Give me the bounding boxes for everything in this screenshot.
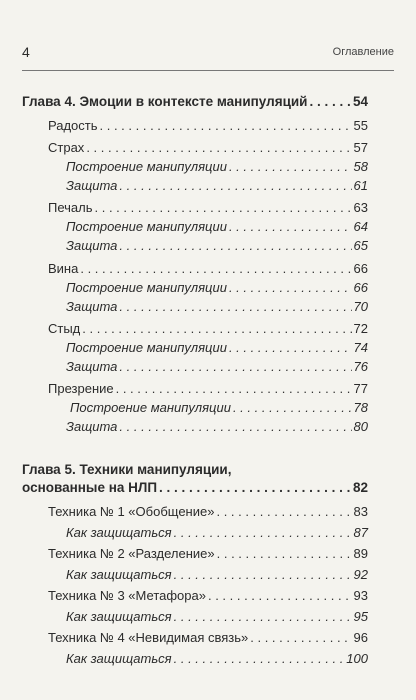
toc-subentry: Построение манипуляции . . . 74 xyxy=(66,340,368,355)
toc-chapter-5: основанные на НЛП . . . 82 xyxy=(22,480,368,495)
toc-subentry: Защита . . . 80 xyxy=(66,419,368,434)
toc-subentry: Защита . . . 61 xyxy=(66,178,368,193)
toc-subentry: Как защищаться . . . 92 xyxy=(66,567,368,582)
toc-subentry: Защита . . . 70 xyxy=(66,299,368,314)
toc-subentry: Как защищаться . . . 100 xyxy=(66,651,368,666)
toc-entry: Техника № 4 «Невидимая связь» . . . 96 xyxy=(48,630,368,645)
toc-subentry: Построение манипуляции . . . 64 xyxy=(66,219,368,234)
toc-entry: Печаль . . . 63 xyxy=(48,200,368,215)
toc-entry: Радость . . . 55 xyxy=(48,118,368,133)
toc-entry: Техника № 2 «Разделение» . . . 89 xyxy=(48,546,368,561)
toc-subentry: Построение манипуляции . . . 66 xyxy=(66,280,368,295)
toc-entry: Техника № 3 «Метафора» . . . 93 xyxy=(48,588,368,603)
toc-chapter-4: Глава 4. Эмоции в контексте манипуляций . . . 54 xyxy=(22,94,368,109)
running-title: Оглавление xyxy=(332,46,394,58)
toc-subentry: Построение манипуляции . . . 58 xyxy=(66,159,368,174)
toc-entry: Вина . . . 66 xyxy=(48,261,368,276)
toc-chapter-5-line1: Глава 5. Техники манипуляции, xyxy=(22,462,232,477)
toc-subentry: Как защищаться . . . 95 xyxy=(66,609,368,624)
toc-entry: Стыд . . . 72 xyxy=(48,321,368,336)
toc-entry: Техника № 1 «Обобщение» . . . 83 xyxy=(48,504,368,519)
toc-subentry: Защита . . . 76 xyxy=(66,359,368,374)
page-number: 4 xyxy=(22,44,30,60)
toc-entry: Презрение . . . 77 xyxy=(48,381,368,396)
toc-subentry: Защита . . . 65 xyxy=(66,238,368,253)
toc-entry: Страх . . . 57 xyxy=(48,140,368,155)
toc-subentry: Как защищаться . . . 87 xyxy=(66,525,368,540)
toc-subentry: Построение манипуляции . . . 78 xyxy=(70,400,368,415)
